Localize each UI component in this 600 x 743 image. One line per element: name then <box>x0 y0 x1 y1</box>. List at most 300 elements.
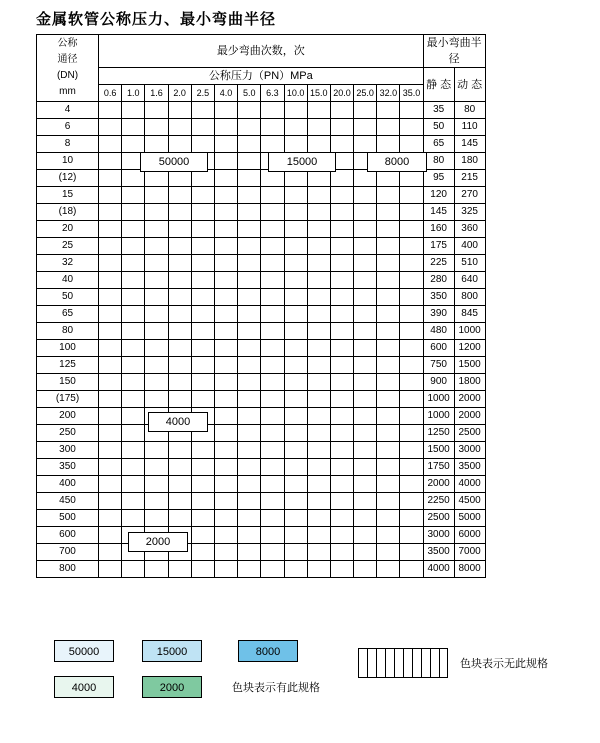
radius-static-cell: 3000 <box>423 527 454 544</box>
spec-cell-16-13 <box>400 374 423 391</box>
spec-cell-3-0 <box>99 153 122 170</box>
spec-cell-16-2 <box>145 374 168 391</box>
spec-cell-7-4 <box>191 221 214 238</box>
radius-static-header: 静 态 <box>423 68 454 102</box>
value-chip-2000: 2000 <box>128 532 188 552</box>
spec-cell-0-13 <box>400 102 423 119</box>
pressure-col-header-3: 2.0 <box>168 85 191 102</box>
spec-cell-2-9 <box>307 136 330 153</box>
spec-cell-10-11 <box>354 272 377 289</box>
spec-cell-18-9 <box>307 408 330 425</box>
spec-cell-8-1 <box>122 238 145 255</box>
spec-cell-6-5 <box>214 204 237 221</box>
spec-cell-16-9 <box>307 374 330 391</box>
spec-cell-19-13 <box>400 425 423 442</box>
spec-cell-26-9 <box>307 544 330 561</box>
spec-cell-19-11 <box>354 425 377 442</box>
radius-dynamic-cell: 4000 <box>454 476 485 493</box>
spec-cell-17-9 <box>307 391 330 408</box>
spec-cell-20-0 <box>99 442 122 459</box>
spec-cell-25-6 <box>238 527 261 544</box>
spec-cell-1-9 <box>307 119 330 136</box>
spec-cell-20-9 <box>307 442 330 459</box>
spec-cell-0-1 <box>122 102 145 119</box>
radius-dynamic-cell: 7000 <box>454 544 485 561</box>
spec-cell-11-6 <box>238 289 261 306</box>
dn-cell: 32 <box>37 255 99 272</box>
spec-cell-19-0 <box>99 425 122 442</box>
spec-cell-13-2 <box>145 323 168 340</box>
table-row <box>37 442 486 459</box>
spec-cell-2-0 <box>99 136 122 153</box>
spec-cell-21-13 <box>400 459 423 476</box>
value-chip-50000: 50000 <box>140 152 208 172</box>
table-head-row-2 <box>37 68 486 85</box>
spec-cell-21-2 <box>145 459 168 476</box>
spec-cell-6-2 <box>145 204 168 221</box>
radius-dynamic-cell: 510 <box>454 255 485 272</box>
spec-cell-9-12 <box>377 255 400 272</box>
spec-cell-5-7 <box>261 187 284 204</box>
spec-cell-23-5 <box>214 493 237 510</box>
spec-cell-20-7 <box>261 442 284 459</box>
spec-cell-7-8 <box>284 221 307 238</box>
pressure-header: 公称压力（PN）MPa <box>99 68 424 85</box>
dn-header-line-4: mm <box>59 86 76 97</box>
spec-cell-8-10 <box>330 238 353 255</box>
spec-cell-14-4 <box>191 340 214 357</box>
radius-dynamic-cell: 2000 <box>454 408 485 425</box>
spec-cell-16-4 <box>191 374 214 391</box>
radius-static-cell: 120 <box>423 187 454 204</box>
radius-static-cell: 280 <box>423 272 454 289</box>
spec-cell-6-10 <box>330 204 353 221</box>
dn-cell: 25 <box>37 238 99 255</box>
spec-cell-10-6 <box>238 272 261 289</box>
radius-static-cell: 175 <box>423 238 454 255</box>
spec-cell-25-8 <box>284 527 307 544</box>
spec-cell-12-0 <box>99 306 122 323</box>
spec-cell-27-8 <box>284 561 307 578</box>
spec-cell-27-12 <box>377 561 400 578</box>
spec-cell-9-5 <box>214 255 237 272</box>
spec-cell-10-13 <box>400 272 423 289</box>
spec-cell-27-0 <box>99 561 122 578</box>
dn-cell: 20 <box>37 221 99 238</box>
spec-cell-11-8 <box>284 289 307 306</box>
spec-cell-24-9 <box>307 510 330 527</box>
spec-cell-17-7 <box>261 391 284 408</box>
dn-header-cell <box>37 35 99 102</box>
spec-cell-23-11 <box>354 493 377 510</box>
spec-cell-19-7 <box>261 425 284 442</box>
pressure-col-header-10: 20.0 <box>330 85 353 102</box>
legend-block <box>36 640 320 698</box>
spec-cell-3-6 <box>238 153 261 170</box>
spec-cell-1-4 <box>191 119 214 136</box>
spec-cell-17-6 <box>238 391 261 408</box>
radius-dynamic-cell: 1200 <box>454 340 485 357</box>
spec-cell-14-12 <box>377 340 400 357</box>
radius-static-cell: 2250 <box>423 493 454 510</box>
spec-cell-9-0 <box>99 255 122 272</box>
spec-cell-7-9 <box>307 221 330 238</box>
radius-dynamic-cell: 80 <box>454 102 485 119</box>
spec-cell-10-2 <box>145 272 168 289</box>
spec-cell-6-6 <box>238 204 261 221</box>
radius-static-cell: 600 <box>423 340 454 357</box>
pressure-col-header-11: 25.0 <box>354 85 377 102</box>
table-row <box>37 255 486 272</box>
spec-cell-12-9 <box>307 306 330 323</box>
table-row <box>37 510 486 527</box>
spec-cell-11-3 <box>168 289 191 306</box>
spec-cell-13-9 <box>307 323 330 340</box>
legend-swatch-4000: 4000 <box>54 676 114 698</box>
spec-cell-4-7 <box>261 170 284 187</box>
dn-cell: 450 <box>37 493 99 510</box>
radius-dynamic-cell: 180 <box>454 153 485 170</box>
spec-cell-10-9 <box>307 272 330 289</box>
value-chip-15000: 15000 <box>268 152 336 172</box>
spec-cell-3-5 <box>214 153 237 170</box>
spec-cell-27-11 <box>354 561 377 578</box>
bend-count-header: 最少弯曲次数，次 <box>99 35 424 68</box>
spec-cell-11-5 <box>214 289 237 306</box>
legend-swatch-15000: 15000 <box>142 640 202 662</box>
spec-cell-18-12 <box>377 408 400 425</box>
spec-cell-23-13 <box>400 493 423 510</box>
table-row <box>37 374 486 391</box>
spec-cell-17-2 <box>145 391 168 408</box>
spec-cell-15-4 <box>191 357 214 374</box>
dn-cell: 4 <box>37 102 99 119</box>
spec-cell-25-12 <box>377 527 400 544</box>
spec-cell-15-1 <box>122 357 145 374</box>
value-chip-4000: 4000 <box>148 412 208 432</box>
spec-cell-15-5 <box>214 357 237 374</box>
spec-cell-5-6 <box>238 187 261 204</box>
spec-cell-21-5 <box>214 459 237 476</box>
spec-cell-9-2 <box>145 255 168 272</box>
spec-cell-9-3 <box>168 255 191 272</box>
spec-cell-0-10 <box>330 102 353 119</box>
spec-cell-24-1 <box>122 510 145 527</box>
radius-dynamic-cell: 6000 <box>454 527 485 544</box>
spec-cell-5-2 <box>145 187 168 204</box>
radius-dynamic-cell: 640 <box>454 272 485 289</box>
spec-cell-2-5 <box>214 136 237 153</box>
pressure-col-header-7: 6.3 <box>261 85 284 102</box>
spec-cell-12-12 <box>377 306 400 323</box>
spec-cell-16-8 <box>284 374 307 391</box>
spec-cell-25-5 <box>214 527 237 544</box>
dn-cell: (12) <box>37 170 99 187</box>
spec-cell-22-5 <box>214 476 237 493</box>
spec-cell-12-5 <box>214 306 237 323</box>
spec-cell-22-4 <box>191 476 214 493</box>
spec-cell-26-4 <box>191 544 214 561</box>
spec-cell-0-6 <box>238 102 261 119</box>
spec-cell-15-2 <box>145 357 168 374</box>
spec-cell-16-11 <box>354 374 377 391</box>
spec-cell-27-5 <box>214 561 237 578</box>
spec-cell-17-1 <box>122 391 145 408</box>
spec-cell-1-11 <box>354 119 377 136</box>
dn-cell: 100 <box>37 340 99 357</box>
radius-dynamic-cell: 800 <box>454 289 485 306</box>
value-chip-8000: 8000 <box>367 152 427 172</box>
dn-cell: (18) <box>37 204 99 221</box>
table-row <box>37 272 486 289</box>
spec-cell-10-4 <box>191 272 214 289</box>
dn-header-line-1: 公称 <box>57 38 78 49</box>
dn-cell: 400 <box>37 476 99 493</box>
spec-cell-22-8 <box>284 476 307 493</box>
spec-cell-27-6 <box>238 561 261 578</box>
spec-cell-10-5 <box>214 272 237 289</box>
spec-cell-15-12 <box>377 357 400 374</box>
spec-cell-7-6 <box>238 221 261 238</box>
spec-cell-25-4 <box>191 527 214 544</box>
spec-cell-27-13 <box>400 561 423 578</box>
radius-static-cell: 225 <box>423 255 454 272</box>
spec-cell-10-3 <box>168 272 191 289</box>
spec-cell-4-12 <box>377 170 400 187</box>
spec-cell-1-3 <box>168 119 191 136</box>
spec-cell-18-7 <box>261 408 284 425</box>
radius-static-cell: 160 <box>423 221 454 238</box>
dn-cell: 65 <box>37 306 99 323</box>
spec-cell-2-4 <box>191 136 214 153</box>
dn-cell: (175) <box>37 391 99 408</box>
table-head <box>37 35 486 102</box>
dn-cell: 15 <box>37 187 99 204</box>
spec-cell-0-12 <box>377 102 400 119</box>
spec-cell-2-13 <box>400 136 423 153</box>
page-title: 金属软管公称压力、最小弯曲半径 <box>36 12 277 28</box>
radius-static-cell: 3500 <box>423 544 454 561</box>
spec-cell-1-8 <box>284 119 307 136</box>
spec-cell-26-11 <box>354 544 377 561</box>
spec-cell-12-8 <box>284 306 307 323</box>
radius-dynamic-cell: 325 <box>454 204 485 221</box>
radius-static-cell: 80 <box>423 153 454 170</box>
spec-cell-9-11 <box>354 255 377 272</box>
spec-cell-24-4 <box>191 510 214 527</box>
spec-cell-0-0 <box>99 102 122 119</box>
spec-cell-6-0 <box>99 204 122 221</box>
spec-cell-7-5 <box>214 221 237 238</box>
dn-cell: 6 <box>37 119 99 136</box>
spec-cell-10-1 <box>122 272 145 289</box>
spec-cell-16-1 <box>122 374 145 391</box>
spec-cell-15-7 <box>261 357 284 374</box>
spec-cell-17-13 <box>400 391 423 408</box>
spec-cell-24-6 <box>238 510 261 527</box>
radius-dynamic-cell: 2000 <box>454 391 485 408</box>
spec-cell-2-1 <box>122 136 145 153</box>
spec-cell-5-8 <box>284 187 307 204</box>
dn-cell: 80 <box>37 323 99 340</box>
radius-static-cell: 350 <box>423 289 454 306</box>
legend-note-has-spec: 色块表示有此规格 <box>232 682 320 694</box>
spec-cell-13-1 <box>122 323 145 340</box>
radius-static-cell: 750 <box>423 357 454 374</box>
spec-cell-1-13 <box>400 119 423 136</box>
pressure-col-header-8: 10.0 <box>284 85 307 102</box>
table-row <box>37 102 486 119</box>
table-row <box>37 357 486 374</box>
spec-cell-12-13 <box>400 306 423 323</box>
spec-cell-20-13 <box>400 442 423 459</box>
pressure-col-header-12: 32.0 <box>377 85 400 102</box>
spec-cell-27-4 <box>191 561 214 578</box>
spec-cell-24-5 <box>214 510 237 527</box>
spec-cell-4-13 <box>400 170 423 187</box>
radius-dynamic-cell: 145 <box>454 136 485 153</box>
spec-cell-16-6 <box>238 374 261 391</box>
spec-cell-4-8 <box>284 170 307 187</box>
spec-cell-23-0 <box>99 493 122 510</box>
spec-cell-26-10 <box>330 544 353 561</box>
spec-cell-5-11 <box>354 187 377 204</box>
spec-cell-8-4 <box>191 238 214 255</box>
spec-cell-8-9 <box>307 238 330 255</box>
spec-cell-6-4 <box>191 204 214 221</box>
spec-cell-2-2 <box>145 136 168 153</box>
spec-cell-7-2 <box>145 221 168 238</box>
radius-static-cell: 1000 <box>423 408 454 425</box>
spec-cell-22-2 <box>145 476 168 493</box>
spec-cell-0-11 <box>354 102 377 119</box>
radius-static-cell: 50 <box>423 119 454 136</box>
table-head-row-1 <box>37 35 486 68</box>
spec-cell-21-4 <box>191 459 214 476</box>
spec-cell-17-12 <box>377 391 400 408</box>
spec-cell-8-11 <box>354 238 377 255</box>
table-body <box>37 102 486 578</box>
spec-cell-16-5 <box>214 374 237 391</box>
spec-cell-8-12 <box>377 238 400 255</box>
radius-dynamic-cell: 1800 <box>454 374 485 391</box>
radius-dynamic-cell: 5000 <box>454 510 485 527</box>
spec-cell-5-13 <box>400 187 423 204</box>
spec-cell-15-8 <box>284 357 307 374</box>
spec-cell-13-7 <box>261 323 284 340</box>
spec-cell-17-10 <box>330 391 353 408</box>
spec-cell-15-3 <box>168 357 191 374</box>
spec-cell-20-6 <box>238 442 261 459</box>
spec-cell-0-9 <box>307 102 330 119</box>
table-row <box>37 340 486 357</box>
spec-cell-14-3 <box>168 340 191 357</box>
spec-cell-20-4 <box>191 442 214 459</box>
spec-table <box>36 34 486 578</box>
spec-cell-7-10 <box>330 221 353 238</box>
spec-cell-20-11 <box>354 442 377 459</box>
radius-dynamic-cell: 3500 <box>454 459 485 476</box>
spec-cell-13-10 <box>330 323 353 340</box>
spec-cell-7-3 <box>168 221 191 238</box>
radius-static-cell: 2000 <box>423 476 454 493</box>
spec-cell-26-7 <box>261 544 284 561</box>
spec-cell-17-8 <box>284 391 307 408</box>
spec-cell-7-1 <box>122 221 145 238</box>
spec-cell-18-0 <box>99 408 122 425</box>
radius-static-cell: 95 <box>423 170 454 187</box>
spec-cell-24-12 <box>377 510 400 527</box>
spec-cell-16-3 <box>168 374 191 391</box>
spec-cell-19-12 <box>377 425 400 442</box>
spec-cell-15-11 <box>354 357 377 374</box>
legend-swatch-8000: 8000 <box>238 640 298 662</box>
spec-cell-4-5 <box>214 170 237 187</box>
spec-cell-2-6 <box>238 136 261 153</box>
table-row <box>37 425 486 442</box>
spec-cell-24-0 <box>99 510 122 527</box>
spec-cell-13-5 <box>214 323 237 340</box>
spec-cell-23-10 <box>330 493 353 510</box>
spec-cell-12-4 <box>191 306 214 323</box>
spec-cell-23-4 <box>191 493 214 510</box>
spec-cell-0-5 <box>214 102 237 119</box>
dn-header-line-3: (DN) <box>56 70 79 81</box>
radius-dynamic-cell: 845 <box>454 306 485 323</box>
spec-cell-13-11 <box>354 323 377 340</box>
radius-dynamic-cell: 215 <box>454 170 485 187</box>
spec-cell-13-8 <box>284 323 307 340</box>
pressure-col-header-1: 1.0 <box>122 85 145 102</box>
spec-cell-12-3 <box>168 306 191 323</box>
spec-cell-27-2 <box>145 561 168 578</box>
spec-cell-9-8 <box>284 255 307 272</box>
spec-cell-9-7 <box>261 255 284 272</box>
spec-cell-17-5 <box>214 391 237 408</box>
spec-cell-7-12 <box>377 221 400 238</box>
spec-cell-0-8 <box>284 102 307 119</box>
spec-cell-25-7 <box>261 527 284 544</box>
table-row <box>37 323 486 340</box>
spec-cell-23-2 <box>145 493 168 510</box>
spec-cell-10-10 <box>330 272 353 289</box>
spec-cell-13-12 <box>377 323 400 340</box>
spec-cell-21-9 <box>307 459 330 476</box>
spec-cell-27-1 <box>122 561 145 578</box>
spec-cell-1-12 <box>377 119 400 136</box>
spec-cell-26-8 <box>284 544 307 561</box>
spec-cell-4-11 <box>354 170 377 187</box>
spec-cell-14-0 <box>99 340 122 357</box>
spec-cell-12-1 <box>122 306 145 323</box>
radius-static-cell: 1000 <box>423 391 454 408</box>
radius-dynamic-cell: 110 <box>454 119 485 136</box>
spec-cell-4-4 <box>191 170 214 187</box>
spec-cell-22-0 <box>99 476 122 493</box>
spec-cell-2-10 <box>330 136 353 153</box>
radius-dynamic-cell: 3000 <box>454 442 485 459</box>
spec-cell-11-9 <box>307 289 330 306</box>
spec-cell-22-3 <box>168 476 191 493</box>
spec-cell-24-13 <box>400 510 423 527</box>
table-row <box>37 170 486 187</box>
spec-cell-17-11 <box>354 391 377 408</box>
spec-cell-6-8 <box>284 204 307 221</box>
spec-cell-22-7 <box>261 476 284 493</box>
pressure-col-header-2: 1.6 <box>145 85 168 102</box>
spec-cell-5-12 <box>377 187 400 204</box>
radius-dynamic-cell: 360 <box>454 221 485 238</box>
